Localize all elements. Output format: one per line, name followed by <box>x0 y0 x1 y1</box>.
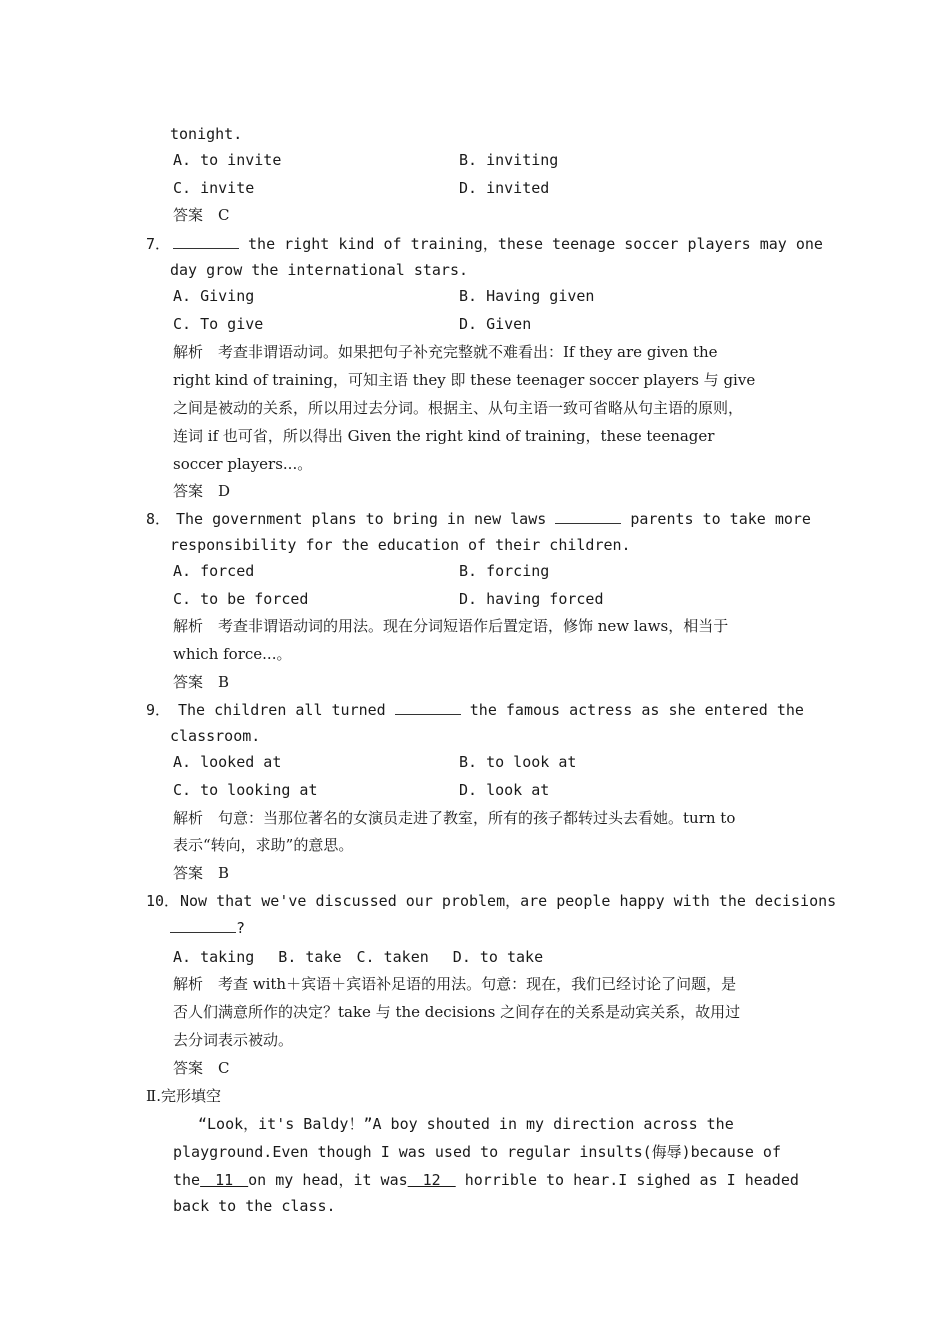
stem-text: the right kind of training，these teenage soccer players may one <box>239 235 823 253</box>
question-stem <box>176 509 811 529</box>
option-b: B. to look at <box>459 753 577 771</box>
answer: 答案 B <box>173 673 230 691</box>
question-stem <box>173 234 823 254</box>
cloze-blank-12: 12 <box>407 1171 456 1189</box>
explanation: 去分词表示被动。 <box>173 1031 294 1049</box>
question-stem: day grow the international stars. <box>170 261 469 279</box>
stem-text: ? <box>236 919 246 937</box>
passage-line <box>173 1170 799 1190</box>
passage-text: horrible to hear.I sighed as I headed <box>455 1171 799 1189</box>
passage-text: the <box>173 1171 201 1189</box>
passage-line: playground.Even though I was used to regular insults(侮辱)because of <box>173 1143 781 1161</box>
passage-line: “Look，it's Baldy！”A boy shouted in my direction across the <box>198 1115 734 1133</box>
option-d: D. invited <box>459 179 550 197</box>
answer-blank <box>170 918 236 933</box>
answer: 答案 C <box>173 1059 230 1077</box>
answer: 答案 B <box>173 864 230 882</box>
question-number: 9． <box>146 701 171 719</box>
answer: 答案 D <box>173 482 231 500</box>
question-number: 7． <box>146 235 171 253</box>
passage-text: on my head，it was <box>248 1171 408 1189</box>
question-stem: Now that we've discussed our problem，are people happy with the decisions <box>180 892 837 910</box>
text-line: tonight. <box>170 125 243 143</box>
option-d: D. Given <box>459 315 532 333</box>
explanation: soccer players...。 <box>173 455 313 473</box>
passage-line: back to the class. <box>173 1197 336 1215</box>
option-c: C. To give <box>173 315 264 333</box>
option-c: C. to be forced <box>173 590 309 608</box>
explanation: 连词 if 也可省，所以得出 Given the right kind of training，these teenager <box>173 427 715 445</box>
option-c: C. invite <box>173 179 255 197</box>
option-a: A. Giving <box>173 287 255 305</box>
cloze-blank-11: 11 <box>200 1171 249 1189</box>
explanation: 之间是被动的关系，所以用过去分词。根据主、从句主语一致可省略从句主语的原则， <box>173 399 744 417</box>
answer-blank <box>173 234 239 249</box>
explanation: 解析 考查非谓语动词。如果把句子补充完整就不难看出：If they are given the <box>173 343 718 361</box>
explanation: 解析 考查非谓语动词的用法。现在分词短语作后置定语，修饰 new laws，相当于 <box>173 617 729 635</box>
option-b: B. forcing <box>459 562 550 580</box>
option-b: B. Having given <box>459 287 595 305</box>
options-line: A. taking B. take C. taken D. to take <box>173 948 544 966</box>
answer-blank <box>555 509 621 524</box>
explanation: 解析 句意：当那位著名的女演员走进了教室，所有的孩子都转过头去看她。turn to <box>173 809 736 827</box>
explanation: which force...。 <box>173 645 292 663</box>
answer: 答案 C <box>173 206 230 224</box>
option-a: A. to invite <box>173 151 282 169</box>
stem-text: the famous actress as she entered the <box>469 701 804 719</box>
option-d: D. look at <box>459 781 550 799</box>
stem-text: The children all turned <box>178 701 386 719</box>
question-number: 8． <box>146 510 171 528</box>
stem-text: parents to take more <box>630 510 811 528</box>
stem-text: The government plans to bring in new laws <box>176 510 547 528</box>
explanation: 否人们满意所作的决定？take 与 the decisions 之间存在的关系是动宾关系，故用过 <box>173 1003 741 1021</box>
option-a: A. looked at <box>173 753 282 771</box>
option-d: D. having forced <box>459 590 604 608</box>
option-b: B. inviting <box>459 151 559 169</box>
explanation: right kind of training，可知主语 they 即 these teenager soccer players 与 give <box>173 371 756 389</box>
question-number: 10． <box>146 892 180 910</box>
option-c: C. to looking at <box>173 781 318 799</box>
answer-blank <box>395 700 461 715</box>
question-stem: responsibility for the education of their children. <box>170 536 631 554</box>
explanation: 解析 考查 with＋宾语＋宾语补足语的用法。句意：现在，我们已经讨论了问题，是 <box>173 975 737 993</box>
section-heading: Ⅱ.完形填空 <box>146 1087 221 1105</box>
explanation: 表示“转向，求助”的意思。 <box>173 836 354 854</box>
question-stem <box>170 918 245 938</box>
question-stem: classroom. <box>170 727 261 745</box>
question-stem <box>178 700 804 720</box>
option-a: A. forced <box>173 562 255 580</box>
